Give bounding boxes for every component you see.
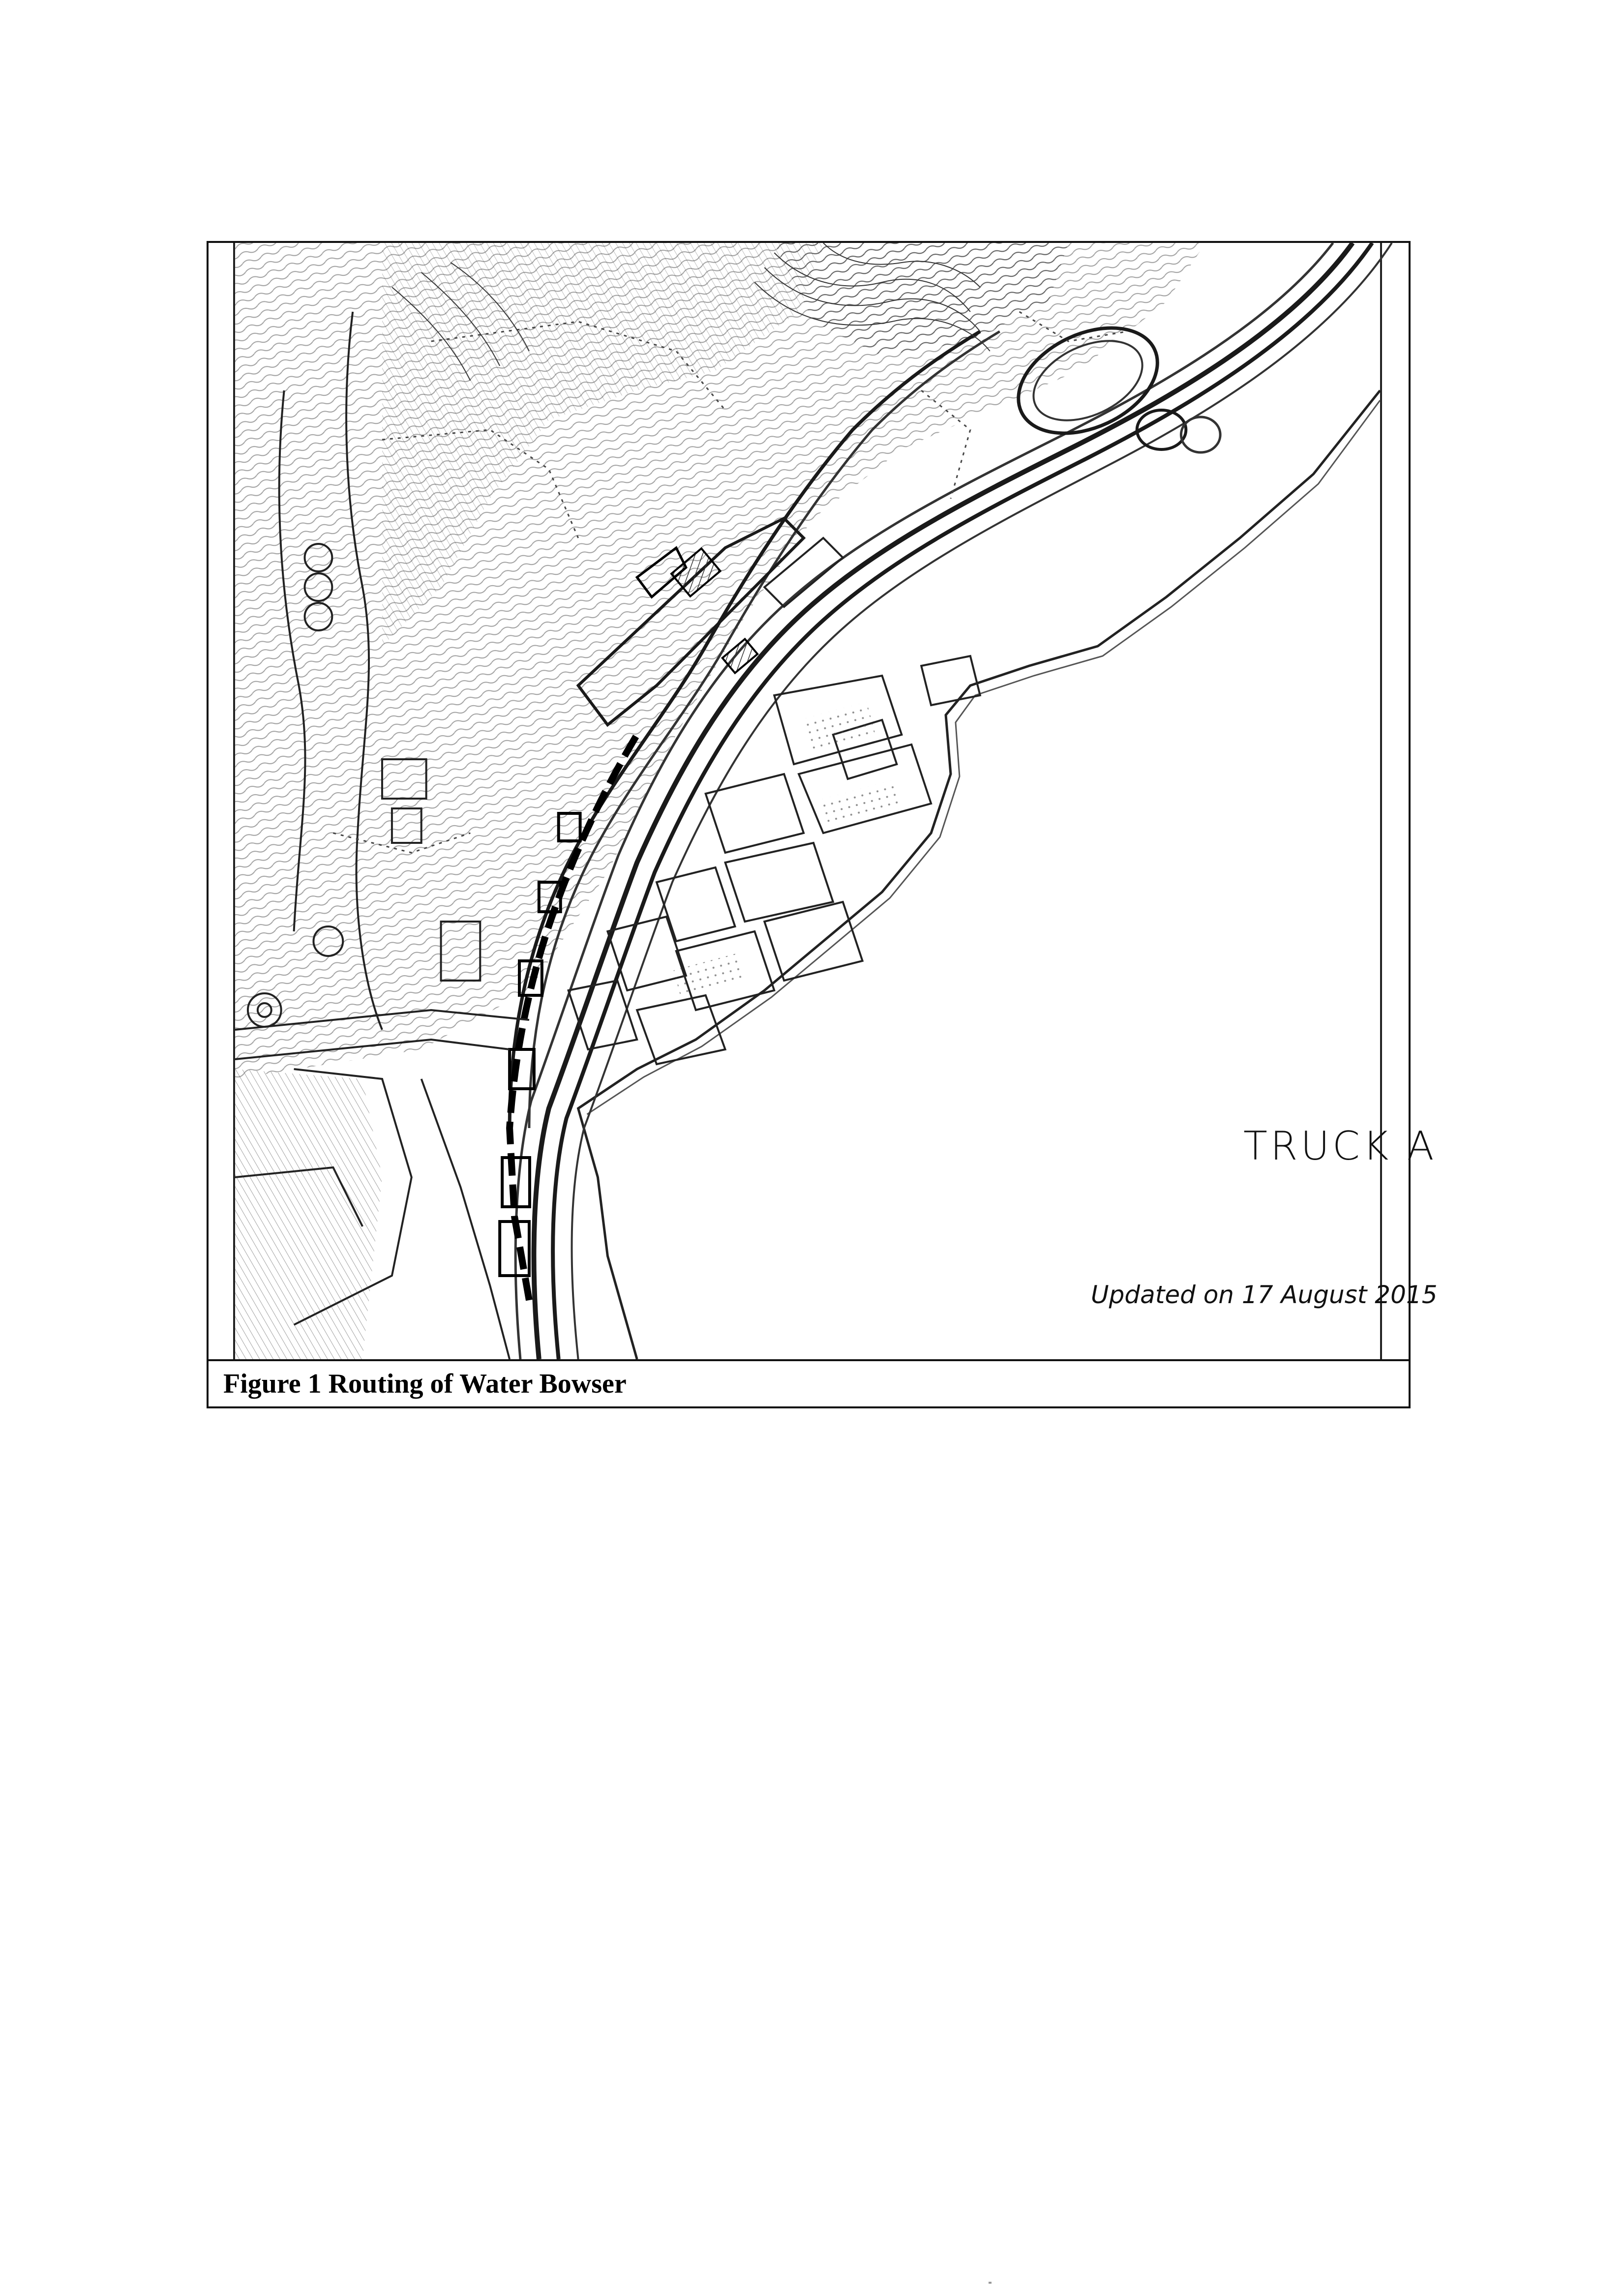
figure-caption: Figure 1 Routing of Water Bowser bbox=[223, 1369, 627, 1399]
hillside-terrain bbox=[235, 243, 1205, 1079]
scan-artifact bbox=[989, 2282, 992, 2284]
map-drawing bbox=[235, 243, 1380, 1359]
figure-caption-row bbox=[209, 1359, 1409, 1406]
updated-date-note: Updated on 17 August 2015 bbox=[1091, 1281, 1438, 1309]
site-map bbox=[233, 243, 1438, 1359]
truck-a-label: TRUCK A bbox=[1243, 1123, 1437, 1169]
figure-table bbox=[207, 241, 1438, 1408]
